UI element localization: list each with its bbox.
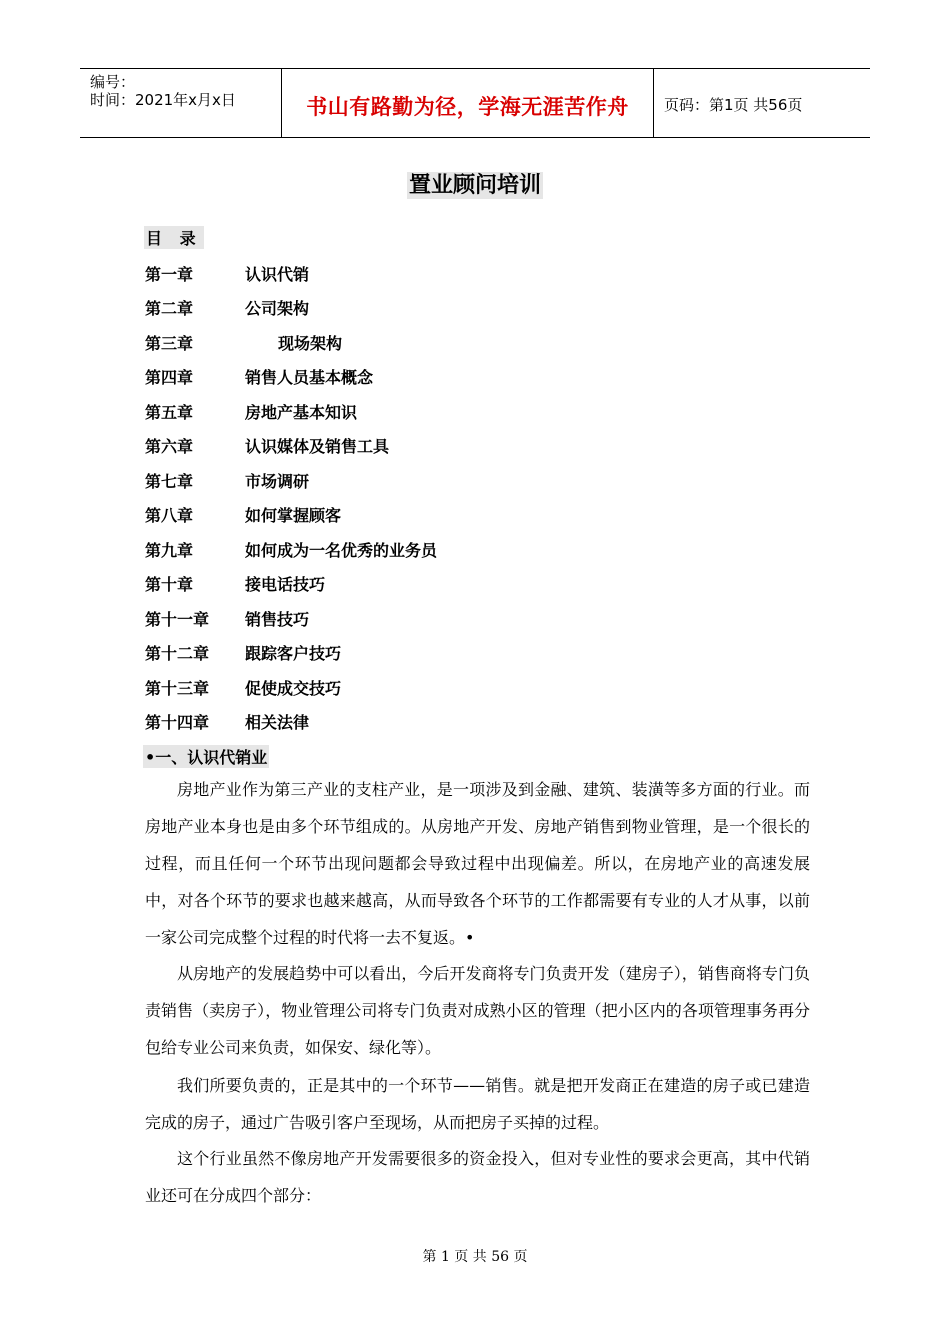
- document-title: 置业顾问培训: [408, 173, 541, 198]
- toc-name: 促使成交技巧: [245, 679, 342, 698]
- document-title-wrap: [0, 168, 950, 199]
- header-motto: 书山有路勤为径，学海无涯苦作舟: [306, 95, 629, 119]
- toc-chapter: 第六章: [145, 437, 194, 456]
- paragraph-text: 这个行业虽然不像房地产开发需要很多的资金投入，但对专业性的要求会更高，其中代销业还可在分成四个部分：: [145, 1149, 810, 1205]
- number-label: 编号：: [90, 73, 136, 91]
- body-paragraph: [145, 771, 810, 956]
- header-left-cell: [80, 69, 282, 137]
- toc-name: 公司架构: [245, 299, 310, 318]
- paragraph-text: 房地产业作为第三产业的支柱产业，是一项涉及到金融、建筑、装潢等多方面的行业。而房地产业本身也是由多个环节组成的。从房地产开发、房地产销售到物业管理，是一个很长的过程，而且任何一个环节出现问题都会导致过程中出现偏差。所以，在房地产业的高速发展中，对各个环节的要求也越来越高，从而导致各个环节的工作都需要有专业的人才从事，以前一家公司完成整个过程的时代将一去不复返。•: [145, 780, 810, 947]
- toc-chapter: 第五章: [145, 403, 194, 422]
- toc-name: 销售人员基本概念: [245, 368, 374, 387]
- toc-name: 现场架构: [278, 334, 343, 353]
- time-label: 时间：2021年x月x日: [90, 91, 236, 109]
- paragraph-text: 从房地产的发展趋势中可以看出，今后开发商将专门负责开发（建房子），销售商将专门负责销售（卖房子），物业管理公司将专门负责对成熟小区的管理（把小区内的各项管理事务再分包给专业公司来负责，如保安、绿化等）。: [145, 964, 810, 1057]
- toc-heading: 目 录: [144, 226, 204, 249]
- header-page-info: 页码：第1页 共56页: [664, 96, 803, 114]
- toc-chapter: 第三章: [145, 334, 194, 353]
- body-paragraph: [145, 1067, 810, 1141]
- toc-name: 销售技巧: [245, 610, 310, 629]
- toc-chapter: 第十四章: [145, 713, 210, 732]
- toc-chapter: 第十一章: [145, 610, 210, 629]
- toc-name: 如何掌握顾客: [245, 506, 342, 525]
- body-paragraph: [145, 955, 810, 1066]
- toc-chapter: 第一章: [145, 265, 194, 284]
- page-footer: 第 1 页 共 56 页: [422, 1249, 528, 1265]
- toc-name: 认识代销: [245, 265, 310, 284]
- body-paragraph: [145, 1140, 810, 1214]
- toc-chapter: 第十三章: [145, 679, 210, 698]
- header-center-cell: [282, 69, 654, 137]
- toc-chapter: 第四章: [145, 368, 194, 387]
- document-header: [80, 68, 870, 138]
- toc-chapter: 第二章: [145, 299, 194, 318]
- toc-name: 房地产基本知识: [245, 403, 358, 422]
- toc-name: 跟踪客户技巧: [245, 644, 342, 663]
- toc-chapter: 第十章: [145, 575, 194, 594]
- toc-name: 认识媒体及销售工具: [245, 437, 390, 456]
- section-heading: •一、认识代销业: [143, 745, 269, 768]
- toc-name: 市场调研: [245, 472, 310, 491]
- toc-chapter: 第十二章: [145, 644, 210, 663]
- toc-chapter: 第七章: [145, 472, 194, 491]
- toc-name: 如何成为一名优秀的业务员: [245, 541, 438, 560]
- toc-name: 接电话技巧: [245, 575, 326, 594]
- header-right-cell: [654, 69, 870, 137]
- toc-chapter: 第九章: [145, 541, 194, 560]
- toc-chapter: 第八章: [145, 506, 194, 525]
- toc-name: 相关法律: [245, 713, 310, 732]
- paragraph-text: 我们所要负责的，正是其中的一个环节——销售。就是把开发商正在建造的房子或已建造完成的房子，通过广告吸引客户至现场，从而把房子买掉的过程。: [145, 1076, 810, 1132]
